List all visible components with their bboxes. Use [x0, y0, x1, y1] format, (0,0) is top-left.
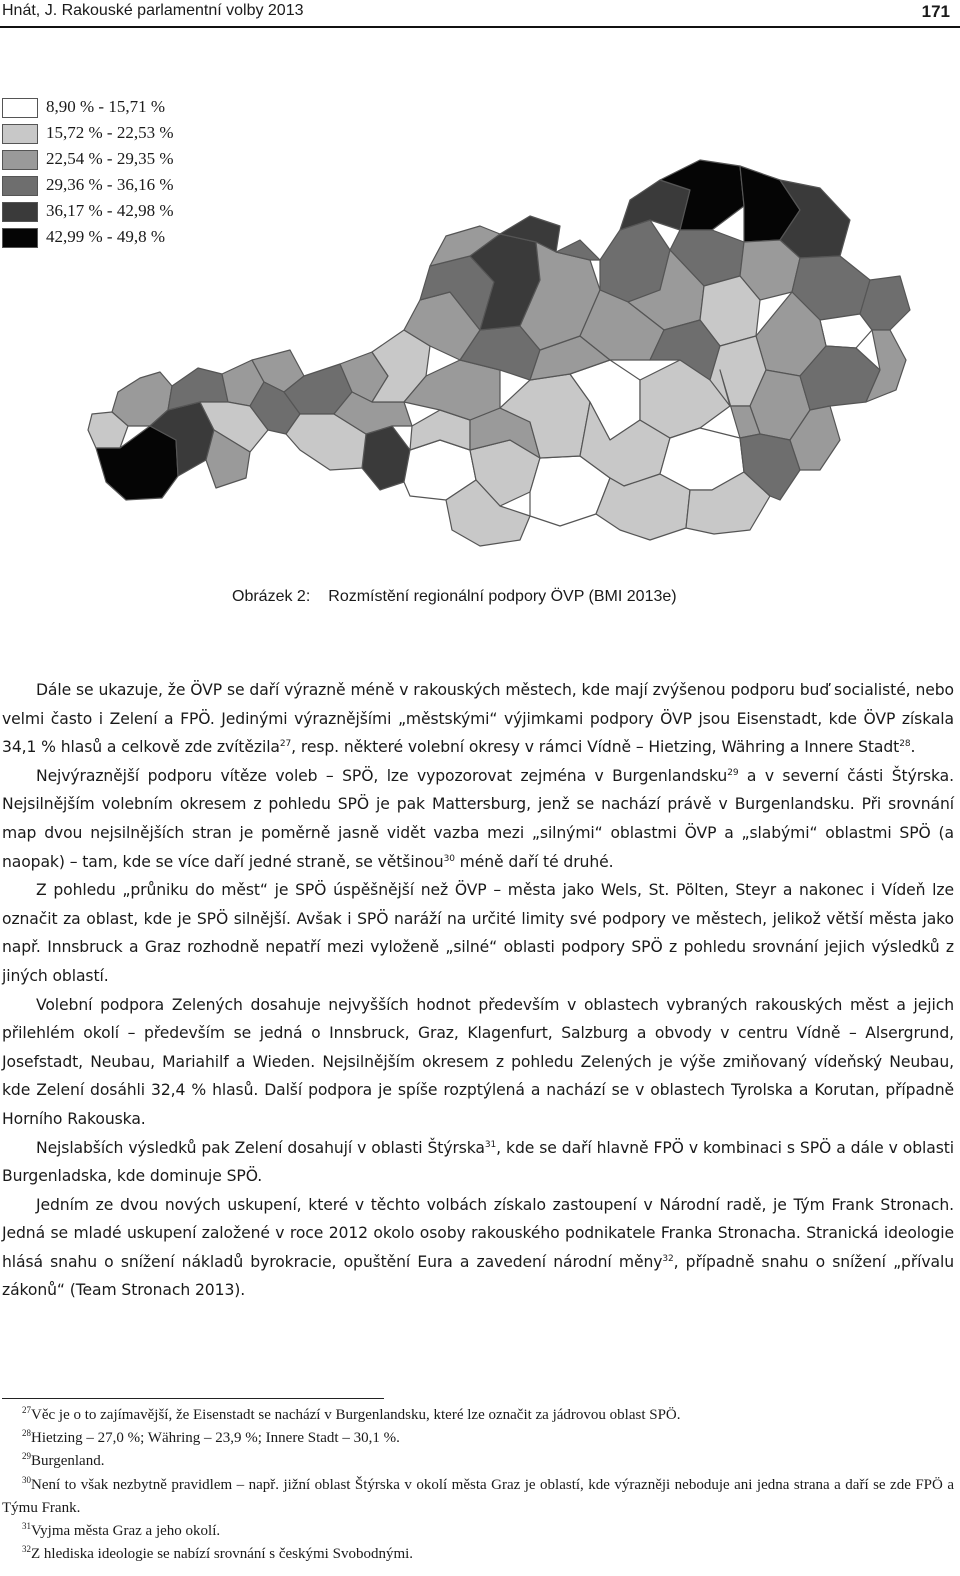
figure-caption-text: Rozmístění regionální podpory ÖVP (BMI 2013e): [328, 588, 677, 605]
running-title: Hnát, J. Rakouské parlamentní volby 2013: [2, 2, 304, 19]
footnote: $^{32}$Z hlediska ideologie se nabízí srovnání s českými Svobodnými.: [22, 1544, 414, 1563]
legend-label: 36,17 % - 42,98 %: [46, 201, 174, 220]
footnote-number: 32: [22, 1544, 31, 1555]
paragraph: Nejvýraznější podporu vítěze voleb – SPÖ, lze vypozorovat zejména v Burgenlandsku$^{29}$ a v severní části Štýrska. Nejsilnějším volebním okresem z pohledu SPÖ je pak Mattersburg, jenž se nachází právě v Burgenlandsku. Při srovnání map dvou nejsilnějších stran je poměrně jasně vidět vazba mezi „silnými“ oblastmi ÖVP a „slabými“ oblastmi SPÖ (a naopak) – tam, kde se více daří jedné straně, se většinou$^{30}$ méně daří té druhé.: [2, 766, 954, 871]
paragraph: Dále se ukazuje, že ÖVP se daří výrazně méně v rakouských městech, kde mají zvýšenou podporu buď socialisté, nebo velmi často i Zelení a FPÖ. Jedinými výraznějšími „městskými“ výjimkami podpory ÖVP jsou Eisenstadt, kde ÖVP získala 34,1 % hlasů a celkově zde zvítězila$^{27}$, resp. některé volební okresy v rámci Vídně – Hietzing, Währing a Innere Stadt$^{28}$.: [2, 681, 954, 757]
paragraph: Nejslabších výsledků pak Zelení dosahují v oblasti Štýrska$^{31}$, kde se daří hlavně FPÖ v kombinaci s SPÖ a dále v oblasti Burgenladska, kde dominuje SPÖ.: [2, 1138, 954, 1186]
footnote: $^{29}$Burgenland.: [22, 1451, 105, 1470]
footnote-ref[interactable]: 27: [279, 739, 292, 750]
legend-swatch: [2, 98, 38, 118]
legend-label: 42,99 % - 49,8 %: [46, 227, 165, 246]
legend-swatch: [2, 202, 38, 222]
footnote: $^{27}$Věc je o to zajímavější, že Eisenstadt se nachází v Burgenlandsku, které lze označit za jádrovou oblast SPÖ.: [22, 1405, 681, 1423]
footnote-number: 29: [22, 1451, 31, 1462]
legend-label: 29,36 % - 36,16 %: [46, 175, 174, 194]
map-region: [596, 474, 690, 540]
legend-swatch: [2, 124, 38, 144]
footnote-ref[interactable]: 28: [899, 739, 911, 750]
footnote: $^{30}$Není to však nezbytně pravidlem – např. jižní oblast Štýrska v okolí města Graz je oblastí, kde výrazněji neboduje ani jedna strana a daří se zde FPÖ a Týmu Frank.: [2, 1474, 954, 1516]
footnote-ref[interactable]: 32: [662, 1253, 674, 1264]
footnote-ref[interactable]: 29: [727, 767, 739, 778]
figure-label: Obrázek 2:: [232, 588, 311, 605]
footnotes: [2, 1404, 954, 1566]
legend-label: 22,54 % - 29,35 %: [46, 149, 174, 168]
footnote: $^{28}$Hietzing – 27,0 %; Währing – 23,9 %; Innere Stadt – 30,1 %.: [22, 1428, 400, 1447]
footnote-ref[interactable]: 31: [484, 1139, 497, 1150]
header-rule: [0, 26, 960, 28]
paragraph: Z pohledu „průniku do měst“ je SPÖ úspěšnější než ÖVP – města jako Wels, St. Pölten, Steyr a nakonec i Vídeň lze označit za oblast, kde je SPÖ silnější. Avšak i SPÖ naráží na určité limity své podpory ve městech, jelikož větší města jako např. Innsbruck a Graz rozhodně nepatří mezi vyloženě „silné“ oblasti podpory SPÖ z pohledu srovnání jejich výsledků z jiných oblastí.: [2, 881, 954, 985]
page-number: 171: [921, 2, 950, 21]
running-header: [0, 0, 960, 26]
legend-swatch: [2, 150, 38, 170]
map-region: [620, 180, 690, 230]
paragraph: Jedním ze dvou nových uskupení, které v těchto volbách získalo zastoupení v Národní radě, je Tým Frank Stronach. Jedná se mladé uskupení založené v roce 2012 okolo osoby rakouského podnikatele Franka Stronacha. Stranická ideologie hlásá snahu o snížení nákladů byrokracie, opuštění Eura a zavedení národní měny$^{32}$, případně snahu o snížení „přívalu zákonů“ (Team Stronach 2013).: [2, 1195, 954, 1300]
footnote-number: 30: [22, 1474, 31, 1485]
body-text: [2, 676, 954, 1305]
footnote-number: 31: [22, 1521, 31, 1532]
footnote-ref[interactable]: 30: [443, 853, 455, 864]
figure-caption: [232, 588, 677, 606]
footnote: $^{31}$Vyjma města Graz a jeho okolí.: [22, 1521, 221, 1540]
legend-swatch: [2, 228, 38, 248]
footnote-number: 28: [22, 1428, 31, 1439]
footnote-number: 27: [22, 1405, 31, 1415]
legend-swatch: [2, 176, 38, 196]
footnote-rule: [2, 1398, 384, 1399]
legend-label: 15,72 % - 22,53 %: [46, 123, 174, 142]
legend-label: 8,90 % - 15,71 %: [46, 97, 165, 116]
paragraph: Volební podpora Zelených dosahuje nejvyšších hodnot především v oblastech vybraných rakouských měst a jejich přilehlém okolí – především se jedná o Innsbruck, Graz, Klagenfurt, Salzburg a obvody v centru Vídně – Alsergrund, Josefstadt, Neubau, Mariahilf a Wieden. Nejsilnějším okresem z pohledu Zelených je výše zmiňovaný vídeňský Neubau, kde Zelení dosáhli 32,4 % hlasů. Další podpora je spíše rozptýlená a nachází se v oblastech Tyrolska a Korutan, případně Horního Rakouska.: [2, 995, 954, 1128]
map-region: [362, 426, 410, 490]
